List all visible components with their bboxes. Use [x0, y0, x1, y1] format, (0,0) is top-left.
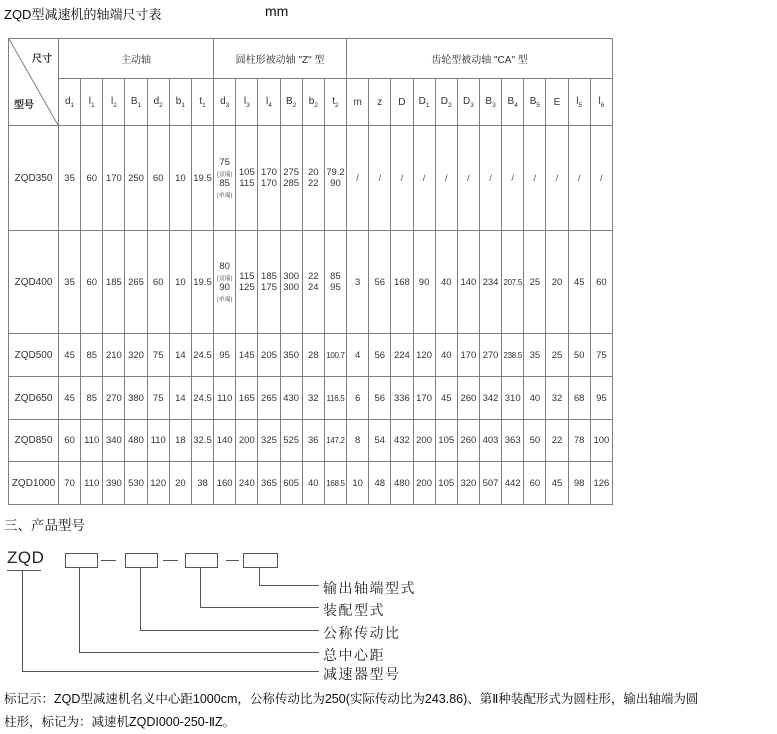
value-cell: /: [502, 126, 524, 231]
designation-label: 输出轴端型式: [323, 580, 416, 596]
value-cell: 28: [302, 334, 324, 377]
corner-size-label: 尺寸: [32, 54, 52, 65]
value-cell: 442: [502, 462, 524, 505]
value-cell: 4: [347, 334, 369, 377]
table-row: [9, 231, 613, 334]
designation-dash: [101, 560, 116, 561]
value-cell: /: [369, 126, 391, 231]
value-cell: 507: [479, 462, 501, 505]
value-cell: 260: [457, 420, 479, 462]
unit-label: mm: [265, 3, 289, 19]
column-group-header: 圆柱形被动轴 "Z" 型: [214, 39, 347, 79]
table-row: [9, 377, 613, 420]
value-cell: 185: [103, 231, 125, 334]
page-title: ZQD型减速机的轴端尺寸表: [4, 7, 162, 22]
value-cell: 260: [457, 377, 479, 420]
designation-box: [185, 553, 218, 568]
value-cell-split: 22 24: [302, 231, 324, 334]
value-cell: 20: [169, 462, 191, 505]
value-cell: 205: [258, 334, 280, 377]
column-header: $d_2$: [147, 79, 169, 126]
value-cell: 60: [81, 231, 103, 334]
value-cell: 140: [457, 231, 479, 334]
value-cell: /: [435, 126, 457, 231]
value-cell: 240: [236, 462, 258, 505]
shaft-end-note: (双端): [216, 275, 233, 282]
column-header: $B_5$: [524, 79, 546, 126]
value-cell: 78: [568, 420, 590, 462]
value-cell: 48: [369, 462, 391, 505]
value-cell: 350: [280, 334, 302, 377]
value-cell: 45: [546, 462, 568, 505]
value-cell: /: [457, 126, 479, 231]
value-cell: 165: [236, 377, 258, 420]
value-cell: 336: [391, 377, 413, 420]
value-cell: /: [546, 126, 568, 231]
column-header: z: [369, 79, 391, 126]
value-cell: 265: [125, 231, 147, 334]
value-cell: 90: [413, 231, 435, 334]
value-cell: 32: [302, 377, 324, 420]
value-cell: 14: [169, 377, 191, 420]
designation-connector: [22, 571, 319, 672]
value-cell: 126: [590, 462, 612, 505]
column-header: $d_3$: [214, 79, 236, 126]
value-cell: 224: [391, 334, 413, 377]
row-model: ZQD650: [9, 377, 59, 420]
designation-label: 装配型式: [323, 602, 385, 618]
value-cell: 45: [435, 377, 457, 420]
footnote-line-2: 柱形，标记为：减速机ZQDI000-250-ⅡZ。: [4, 715, 236, 729]
column-header: $l_1$: [81, 79, 103, 126]
value-cell: 210: [103, 334, 125, 377]
value-cell: 265: [258, 377, 280, 420]
value-cell: 380: [125, 377, 147, 420]
value-cell-split: 170 170: [258, 126, 280, 231]
value-cell: 170: [457, 334, 479, 377]
value-cell: 234: [479, 231, 501, 334]
value-cell: 480: [391, 462, 413, 505]
value-cell: 403: [479, 420, 501, 462]
column-header: $l_2$: [103, 79, 125, 126]
value-cell: 110: [147, 420, 169, 462]
value-cell: 60: [59, 420, 81, 462]
value-cell: 270: [479, 334, 501, 377]
value-cell: 207.5: [502, 231, 524, 334]
value-cell: 525: [280, 420, 302, 462]
table-row: [9, 334, 613, 377]
value-cell: 56: [369, 231, 391, 334]
value-cell-split: 185 175: [258, 231, 280, 334]
column-header: $t_2$: [324, 79, 346, 126]
value-cell: /: [413, 126, 435, 231]
value-cell: 60: [524, 462, 546, 505]
value-cell: 25: [546, 334, 568, 377]
value-cell: 36: [302, 420, 324, 462]
column-header: E: [546, 79, 568, 126]
table-row: [9, 462, 613, 505]
corner-model-label: 型号: [14, 100, 34, 111]
value-cell: 3: [347, 231, 369, 334]
value-cell: 40: [524, 377, 546, 420]
value-cell: 75: [590, 334, 612, 377]
value-cell: 160: [214, 462, 236, 505]
value-cell: 50: [524, 420, 546, 462]
value-cell: /: [347, 126, 369, 231]
value-cell: 32: [546, 377, 568, 420]
value-cell: 105: [435, 420, 457, 462]
value-cell: 56: [369, 377, 391, 420]
designation-box: [65, 553, 98, 568]
value-cell: 200: [413, 462, 435, 505]
table-row: [9, 126, 613, 231]
value-cell: 140: [214, 420, 236, 462]
model-prefix-label: ZQD: [7, 548, 45, 567]
value-cell: 60: [147, 126, 169, 231]
value-cell: 54: [369, 420, 391, 462]
value-cell: 25: [524, 231, 546, 334]
value-cell: /: [391, 126, 413, 231]
value-cell: 430: [280, 377, 302, 420]
value-cell: 320: [457, 462, 479, 505]
value-cell: 170: [103, 126, 125, 231]
value-cell: 110: [214, 377, 236, 420]
corner-cell: [9, 39, 59, 126]
value-cell: 238.5: [502, 334, 524, 377]
dimension-table: [8, 38, 613, 505]
value-cell: 19.5: [191, 231, 213, 334]
value-cell: 75: [147, 377, 169, 420]
value-cell: 200: [413, 420, 435, 462]
value-cell: 14: [169, 334, 191, 377]
value-cell: 85: [81, 377, 103, 420]
value-cell: 56: [369, 334, 391, 377]
value-cell: 35: [59, 126, 81, 231]
value-cell: 10: [169, 231, 191, 334]
row-model: ZQD350: [9, 126, 59, 231]
value-cell: 365: [258, 462, 280, 505]
value-cell-split: 115 125: [236, 231, 258, 334]
value-cell: 605: [280, 462, 302, 505]
value-cell: 100: [590, 420, 612, 462]
value-cell-split: 275 285: [280, 126, 302, 231]
value-cell: /: [590, 126, 612, 231]
value-cell: 75: [147, 334, 169, 377]
value-cell: 390: [103, 462, 125, 505]
value-cell: 40: [302, 462, 324, 505]
value-cell: 70: [59, 462, 81, 505]
value-cell: 45: [568, 231, 590, 334]
column-header: $d_1$: [59, 79, 81, 126]
column-header: $l_3$: [236, 79, 258, 126]
value-cell: 325: [258, 420, 280, 462]
row-model: ZQD1000: [9, 462, 59, 505]
value-cell: 147.2: [324, 420, 346, 462]
column-header: $B_3$: [479, 79, 501, 126]
column-header: $B_1$: [125, 79, 147, 126]
designation-label: 总中心距: [323, 647, 385, 663]
column-header: $t_1$: [191, 79, 213, 126]
table-row: [9, 420, 613, 462]
value-cell: 38: [191, 462, 213, 505]
value-cell: 60: [147, 231, 169, 334]
value-cell: 45: [59, 334, 81, 377]
value-cell: 19.5: [191, 126, 213, 231]
section-title: 三、产品型号: [4, 518, 85, 533]
column-header: $b_2$: [302, 79, 324, 126]
value-cell: 432: [391, 420, 413, 462]
value-cell: 35: [524, 334, 546, 377]
value-cell: 363: [502, 420, 524, 462]
shaft-end-note: (单端): [216, 192, 233, 199]
value-cell: 85: [81, 334, 103, 377]
value-cell: 95: [590, 377, 612, 420]
shaft-end-note: (双端): [216, 171, 233, 178]
value-cell: 20: [546, 231, 568, 334]
column-header: $l_5$: [568, 79, 590, 126]
value-cell: 270: [103, 377, 125, 420]
row-model: ZQD400: [9, 231, 59, 334]
value-cell: 68: [568, 377, 590, 420]
value-cell: 120: [413, 334, 435, 377]
value-cell: 50: [568, 334, 590, 377]
value-cell: 95: [214, 334, 236, 377]
column-header: $D_1$: [413, 79, 435, 126]
column-header: $B_2$: [280, 79, 302, 126]
value-cell: 200: [236, 420, 258, 462]
value-cell: 530: [125, 462, 147, 505]
value-cell: 120: [147, 462, 169, 505]
value-cell-split: 105 115: [236, 126, 258, 231]
value-cell: 250: [125, 126, 147, 231]
value-cell: 60: [590, 231, 612, 334]
value-cell: 100.7: [324, 334, 346, 377]
value-cell: 22: [546, 420, 568, 462]
column-header: $B_4$: [502, 79, 524, 126]
value-cell-split: 85 95: [324, 231, 346, 334]
designation-box: [125, 553, 158, 568]
value-cell: 40: [435, 231, 457, 334]
value-cell: 6: [347, 377, 369, 420]
designation-dash: [226, 560, 239, 561]
value-cell: /: [479, 126, 501, 231]
designation-dash: [163, 560, 178, 561]
value-cell: 340: [103, 420, 125, 462]
column-header: $D_3$: [457, 79, 479, 126]
value-cell: 110: [81, 420, 103, 462]
value-cell: 18: [169, 420, 191, 462]
value-cell: 105: [435, 462, 457, 505]
footnote-line-1: 标记示：ZQD型减速机名义中心距1000cm，公称传动比为250(实际传动比为243.86)、第Ⅱ种装配形式为圆柱形，输出轴端为圆: [4, 692, 699, 706]
value-cell: 35: [59, 231, 81, 334]
column-group-header: 主动轴: [59, 39, 214, 79]
value-cell: 8: [347, 420, 369, 462]
value-cell-split: 79.2 90: [324, 126, 346, 231]
value-cell: 116.5: [324, 377, 346, 420]
value-cell: 170: [413, 377, 435, 420]
value-cell: 168.5: [324, 462, 346, 505]
value-cell: 24.5: [191, 334, 213, 377]
value-cell: 320: [125, 334, 147, 377]
value-cell: 168: [391, 231, 413, 334]
value-cell: 110: [81, 462, 103, 505]
column-header: $b_1$: [169, 79, 191, 126]
value-cell: 40: [435, 334, 457, 377]
value-cell: /: [524, 126, 546, 231]
value-cell: 342: [479, 377, 501, 420]
column-header: D: [391, 79, 413, 126]
value-cell: 10: [347, 462, 369, 505]
column-group-header: 齿轮型被动轴 "CA" 型: [347, 39, 613, 79]
row-model: ZQD850: [9, 420, 59, 462]
value-cell: 310: [502, 377, 524, 420]
value-cell: 60: [81, 126, 103, 231]
designation-label: 减速器型号: [323, 666, 401, 682]
value-cell: 98: [568, 462, 590, 505]
value-cell: 45: [59, 377, 81, 420]
value-cell: /: [568, 126, 590, 231]
designation-box: [243, 553, 278, 568]
value-cell: 480: [125, 420, 147, 462]
row-model: ZQD500: [9, 334, 59, 377]
value-cell-split: 80 (双端) 90 (单端): [214, 231, 236, 334]
value-cell: 32.5: [191, 420, 213, 462]
value-cell-split: 300 300: [280, 231, 302, 334]
value-cell-split: 75 (双端) 85 (单端): [214, 126, 236, 231]
designation-label: 公称传动比: [323, 625, 401, 641]
column-header: $l_4$: [258, 79, 280, 126]
value-cell: 10: [169, 126, 191, 231]
column-header: $D_2$: [435, 79, 457, 126]
column-header: $l_6$: [590, 79, 612, 126]
value-cell: 24.5: [191, 377, 213, 420]
column-header: m: [347, 79, 369, 126]
value-cell-split: 20 22: [302, 126, 324, 231]
value-cell: 145: [236, 334, 258, 377]
shaft-end-note: (单端): [216, 296, 233, 303]
